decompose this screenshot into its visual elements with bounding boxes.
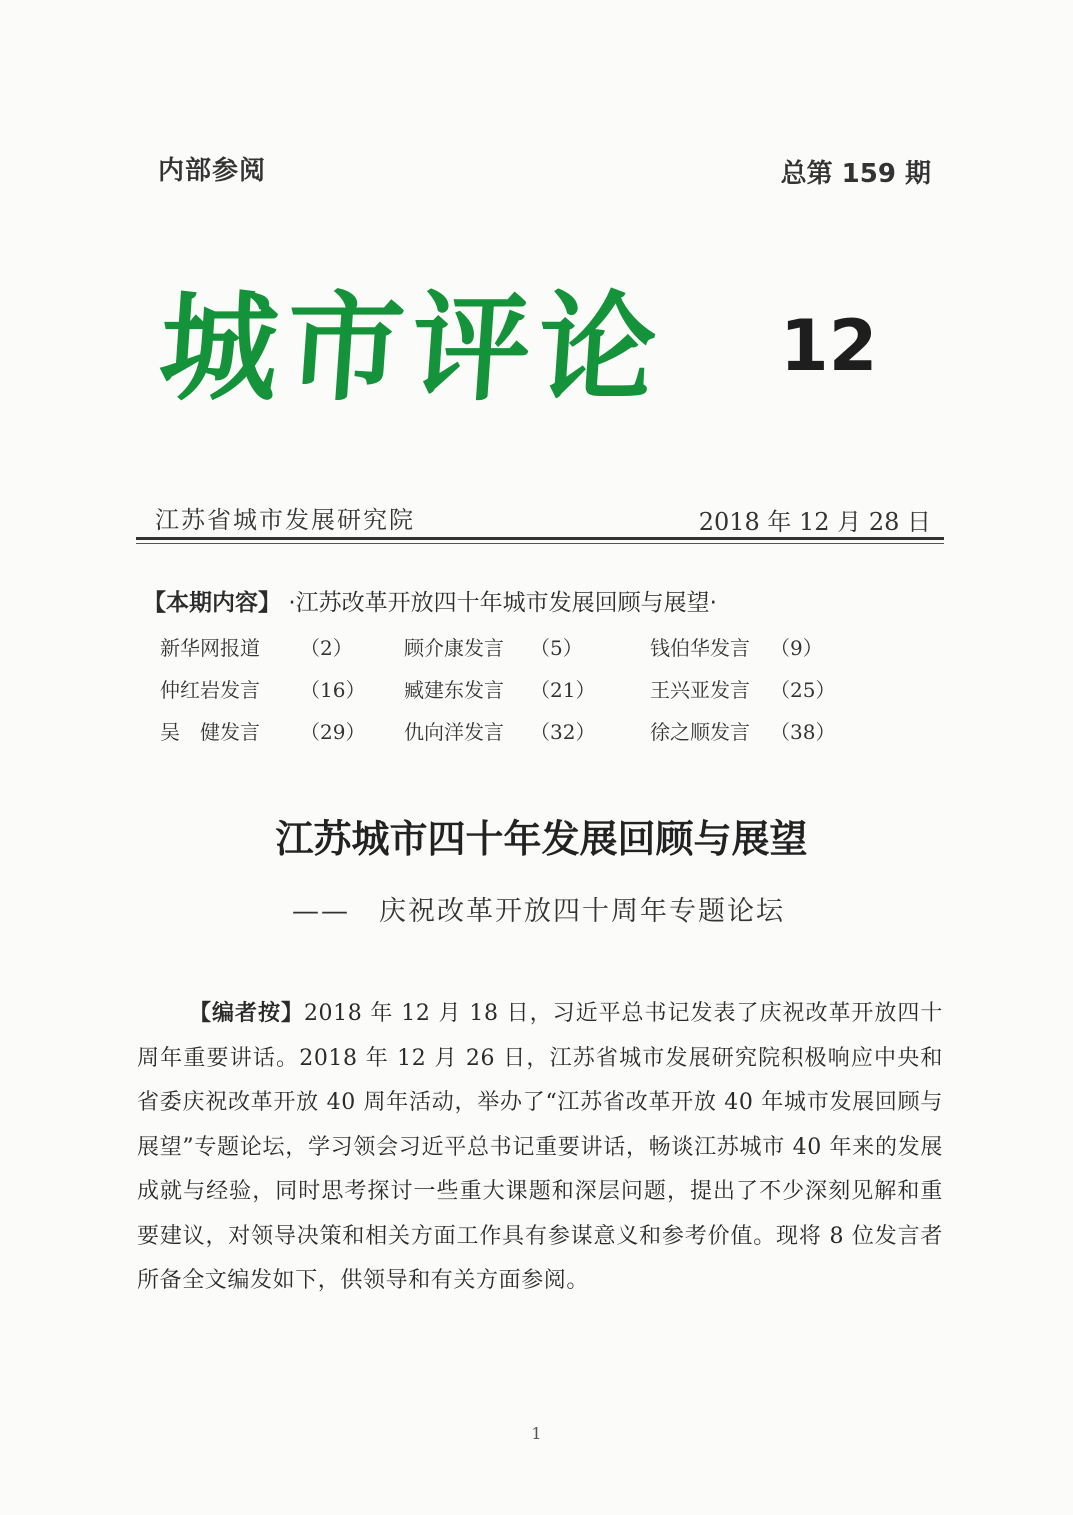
toc-item[interactable]: 仲红岩发言 （16） [160, 678, 366, 702]
toc-item[interactable]: 钱伯华发言 （9） [650, 636, 823, 660]
toc-row [160, 674, 860, 716]
toc-item[interactable]: 徐之顺发言 （38） [650, 720, 836, 744]
classification-label: 内部参阅 [158, 156, 267, 186]
contents-theme: ·江苏改革开放四十年城市发展回顾与展望· [288, 590, 717, 616]
toc-item[interactable]: 吴 健发言 （29） [160, 720, 366, 744]
serial-number: 总第 159 期 [780, 159, 931, 189]
header-rule [136, 537, 944, 540]
editor-note [137, 992, 943, 1304]
header-rule-thin [136, 543, 944, 544]
toc-row [160, 632, 860, 674]
toc-item[interactable]: 仇向洋发言 （32） [404, 720, 596, 744]
toc-item[interactable]: 顾介康发言 （5） [404, 636, 583, 660]
contents-label: 【本期内容】 [143, 590, 281, 616]
contents-header [143, 584, 717, 617]
issue-date: 2018 年 12 月 28 日 [698, 508, 931, 536]
article-title: 江苏城市四十年发展回顾与展望 [275, 817, 808, 861]
masthead-title: 城市评论 [155, 279, 669, 417]
editor-note-lead: 【编者按】 [189, 1001, 304, 1026]
article-subtitle: —— 庆祝改革开放四十周年专题论坛 [292, 896, 785, 927]
toc-row [160, 716, 860, 758]
table-of-contents [160, 632, 860, 758]
issue-number: 12 [780, 305, 878, 387]
page-number: 1 [531, 1424, 542, 1443]
editor-note-body: 2018 年 12 月 18 日，习近平总书记发表了庆祝改革开放四十周年重要讲话。2018 年 12 月 26 日，江苏省城市发展研究院积极响应中央和省委庆祝改革开放 40 周年活动，举办了“江苏省改革开放 40 年城市发展回顾与展望”专题论坛，学习领会习近平总书记重要讲话，畅谈江苏城市 40 年来的发展成就与经验，同时思考探讨一些重大课题和深层问题，提出了不少深刻见解和重要建议，对领导决策和相关方面工作具有参谋意义和参考价值。现将 8 位发言者所备全文编发如下，供领导和有关方面参阅。 [137, 1001, 943, 1293]
publisher-name: 江苏省城市发展研究院 [155, 506, 415, 534]
masthead [155, 278, 700, 418]
toc-item[interactable]: 臧建东发言 （21） [404, 678, 596, 702]
toc-item[interactable]: 王兴亚发言 （25） [650, 678, 836, 702]
toc-item[interactable]: 新华网报道 （2） [160, 636, 353, 660]
